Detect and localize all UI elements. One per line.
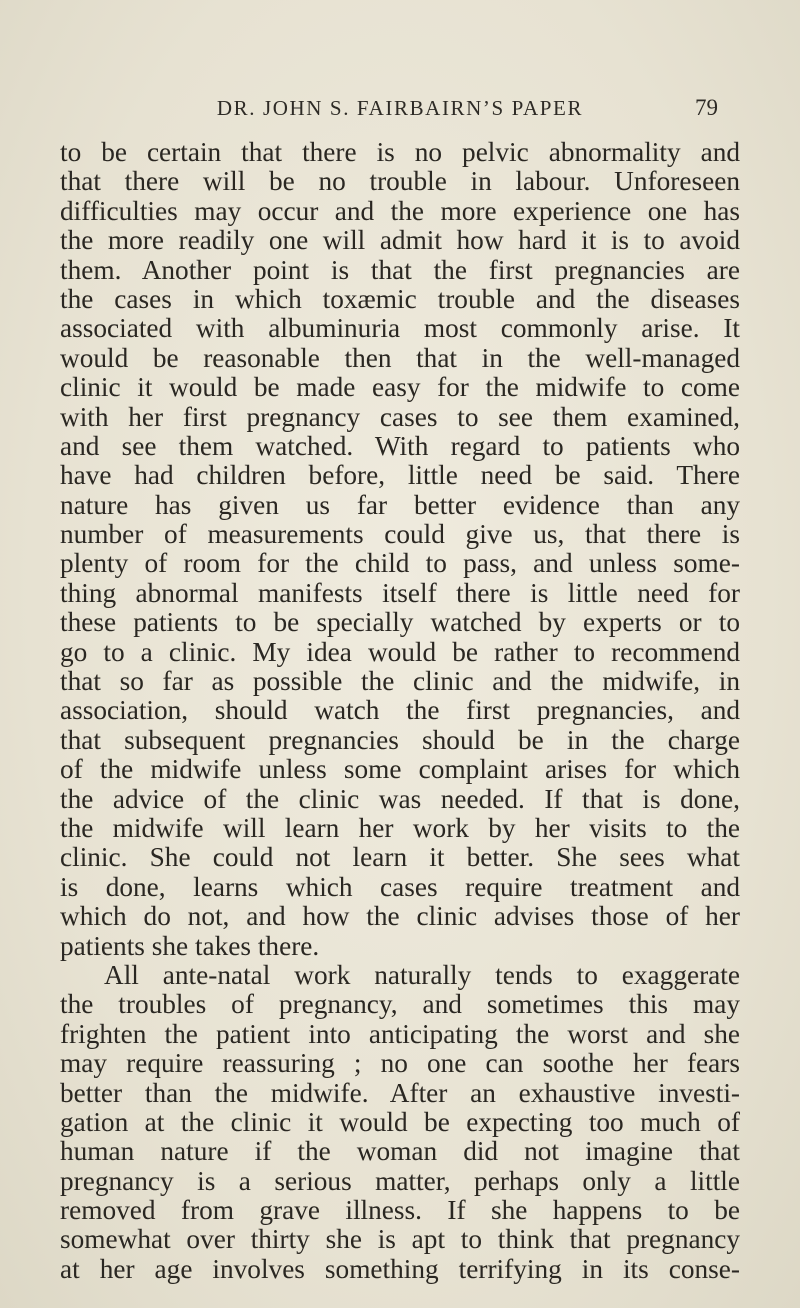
text-line: frighten the patient into anticipating the worst and she [60,1018,740,1049]
text-line: somewhat over thirty she is apt to think that pregnancy [60,1224,740,1255]
text-line: the midwife will learn her work by her visits to the [60,812,740,843]
text-line: the troubles of pregnancy, and sometimes this may [60,989,740,1020]
text-line: these patients to be specially watched by experts or to [60,607,740,638]
text-line: association, should watch the first pregnancies, and [60,695,740,726]
text-line: clinic it would be made easy for the midwife to come [60,372,740,403]
text-line: the cases in which toxæmic trouble and the diseases [60,283,740,314]
text-line: difficulties may occur and the more experience one has [60,195,740,226]
body-text [60,138,740,1284]
text-line: associated with albuminuria most commonly arise. It [60,313,740,344]
text-line: removed from grave illness. If she happens to be [60,1195,740,1226]
text-line: All ante-natal work naturally tends to exaggerate [104,959,740,990]
text-line: of the midwife unless some complaint arises for which [60,754,740,785]
running-head [60,92,740,124]
text-line: the more readily one will admit how hard it is to avoid [60,225,740,256]
text-line: human nature if the woman did not imagine that [60,1136,740,1167]
text-line: them. Another point is that the first pregnancies are [60,254,740,285]
text-line: plenty of room for the child to pass, and unless some- [60,548,740,579]
text-line: to be certain that there is no pelvic abnormality and [60,137,740,167]
running-title: DR. JOHN S. FAIRBAIRN’S PAPER [216,96,584,120]
text-line: go to a clinic. My idea would be rather to recommend [60,636,740,667]
text-line: that subsequent pregnancies should be in the charge [60,724,740,755]
text-line: that so far as possible the clinic and the midwife, in [60,666,740,697]
text-line: which do not, and how the clinic advises those of her [60,901,740,932]
text-line: with her first pregnancy cases to see them examined, [60,401,740,432]
text-line: gation at the clinic it would be expecting too much of [60,1106,740,1137]
text-line: and see them watched. With regard to patients who [60,430,740,461]
text-line: would be reasonable then that in the well-managed [60,342,740,373]
text-line: patients she takes there. [60,930,320,961]
text-line: number of measurements could give us, that there is [60,519,740,550]
page-number: 79 [695,95,718,120]
text-line: have had children before, little need be said. There [60,460,740,491]
text-line: is done, learns which cases require treatment and [60,871,740,902]
text-line: better than the midwife. After an exhaustive investi- [60,1077,740,1108]
text-line: pregnancy is a serious matter, perhaps only a little [60,1165,740,1196]
text-line: that there will be no trouble in labour. Unforeseen [60,166,740,197]
text-line: nature has given us far better evidence than any [60,489,740,520]
text-line: at her age involves something terrifying in its conse- [60,1253,740,1284]
text-line: clinic. She could not learn it better. She sees what [60,842,740,873]
text-line: may require reassuring ; no one can soothe her fears [60,1048,740,1079]
text-line: the advice of the clinic was needed. If that is done, [60,783,740,814]
text-line: thing abnormal manifests itself there is little need for [60,577,740,608]
